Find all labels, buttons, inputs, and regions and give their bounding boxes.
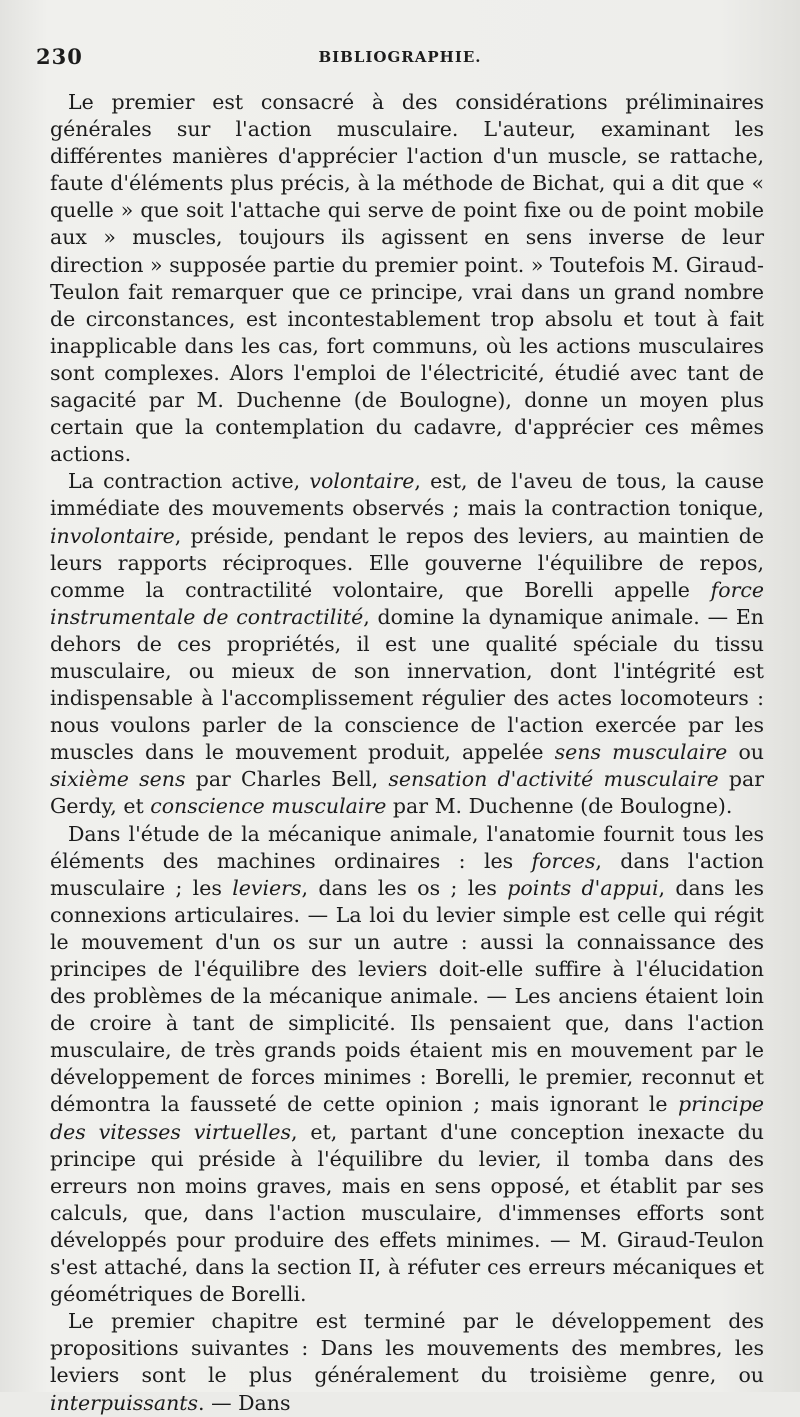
text-run: , et, partant d'une conception inexacte du principe qui préside à l'équilibre du levier, il tomba dans des erreurs non moins graves, mais en sens opposé, et établit par ses calculs, que, dans l'action musculaire, d'immenses efforts sont développés pour produire des effets minimes. — M. Giraud-Teulon s'est attaché, dans la section II, à réfuter ces erreurs mécaniques et géométriques de Borelli. xyxy=(50,1119,764,1307)
text-run: , dans l'action musculaire ; les xyxy=(50,848,764,900)
italic-term: sixième sens xyxy=(50,767,186,792)
italic-term: sens musculaire xyxy=(554,740,728,765)
paragraph xyxy=(50,468,764,820)
italic-term: involontaire xyxy=(50,523,175,548)
paragraph xyxy=(50,89,764,468)
text-run: , préside, pendant le repos des leviers, au maintien de leurs rapports réciproques. Elle gouverne l'équilibre de repos, comme la contractilité volontaire, que Borelli appelle xyxy=(50,523,764,602)
page-number: 230 xyxy=(36,44,83,69)
italic-term: leviers xyxy=(232,875,302,900)
text-run: par Gerdy, et xyxy=(50,767,764,819)
text-run: Le premier est consacré à des considérations préliminaires générales sur l'action musculaire. L'auteur, examinant les différentes manières d'apprécier l'action d'un muscle, se rattache, faute d'éléments plus précis, à la méthode de Bichat, qui a dit que « quelle » que soit l'attache qui serve de point fixe ou de point mobile aux » muscles, toujours ils agissent en sens inverse de leur direction » supposée partie du premier point. » Toutefois M. Giraud-Teulon fait remarquer que ce principe, vrai dans un grand nombre de circonstances, est incontestablement trop absolu et tout à fait inapplicable dans les cas, fort communs, où les actions musculaires sont complexes. Alors l'emploi de l'électricité, étudié avec tant de sagacité par M. Duchenne (de Boulogne), donne un moyen plus certain que la contemplation du cadavre, d'apprécier ces mêmes actions. xyxy=(50,90,764,467)
text-run: , dans les connexions articulaires. — La loi du levier simple est celle qui régit le mouvement d'un os sur un autre : aussi la connaissance des principes de l'équilibre des leviers doit-elle suffire à l'élucidation des problèmes de la mécanique animale. — Les anciens étaient loin de croire à tant de simplicité. Ils pensaient que, dans l'action musculaire, de très grands poids étaient mis en mouvement par le développement de forces minimes : Borelli, le premier, reconnut et démontra la fausseté de cette opinion ; mais ignorant le xyxy=(50,875,764,1117)
text-run: Dans l'étude de la mécanique animale, l'anatomie fournit tous les éléments des machines ordinaires : les xyxy=(50,821,764,873)
paragraph xyxy=(50,821,764,1309)
italic-term: volontaire xyxy=(309,469,415,494)
body-text xyxy=(50,89,764,1417)
text-run: , dans les os ; les xyxy=(301,875,508,900)
text-run: . — Dans xyxy=(198,1390,291,1415)
text-run: par Charles Bell, xyxy=(185,767,389,792)
text-run: par M. Duchenne (de Boulogne). xyxy=(386,794,733,819)
italic-term: forces xyxy=(531,848,596,873)
italic-term: sensation d'activité musculaire xyxy=(388,767,719,792)
italic-term: conscience musculaire xyxy=(150,794,387,819)
italic-term: interpuissants xyxy=(50,1390,199,1415)
page-header xyxy=(36,38,764,78)
text-run: ou xyxy=(727,740,764,765)
text-run: La contraction active, xyxy=(68,469,310,494)
running-title: BIBLIOGRAPHIE. xyxy=(318,48,482,66)
text-run: Le premier chapitre est terminé par le développement des propositions suivantes : Dans les mouvements des membres, les leviers sont le plus généralement du troisième genre, ou xyxy=(50,1309,764,1388)
italic-term: force instrumentale de contractilité xyxy=(50,577,764,629)
italic-term: principe des vitesses virtuelles xyxy=(50,1092,764,1144)
italic-term: points d'appui xyxy=(507,875,659,900)
paragraph xyxy=(50,1308,764,1416)
text-run: , domine la dynamique animale. — En dehors de ces propriétés, il est une qualité spéciale du tissu musculaire, ou mieux de son innervation, dont l'intégrité est indispensable à l'accomplissement régulier des actes locomoteurs : nous voulons parler de la conscience de l'action exercée par les muscles dans le mouvement produit, appelée xyxy=(50,604,764,765)
text-run: , est, de l'aveu de tous, la cause immédiate des mouvements observés ; mais la contraction tonique, xyxy=(50,469,764,521)
